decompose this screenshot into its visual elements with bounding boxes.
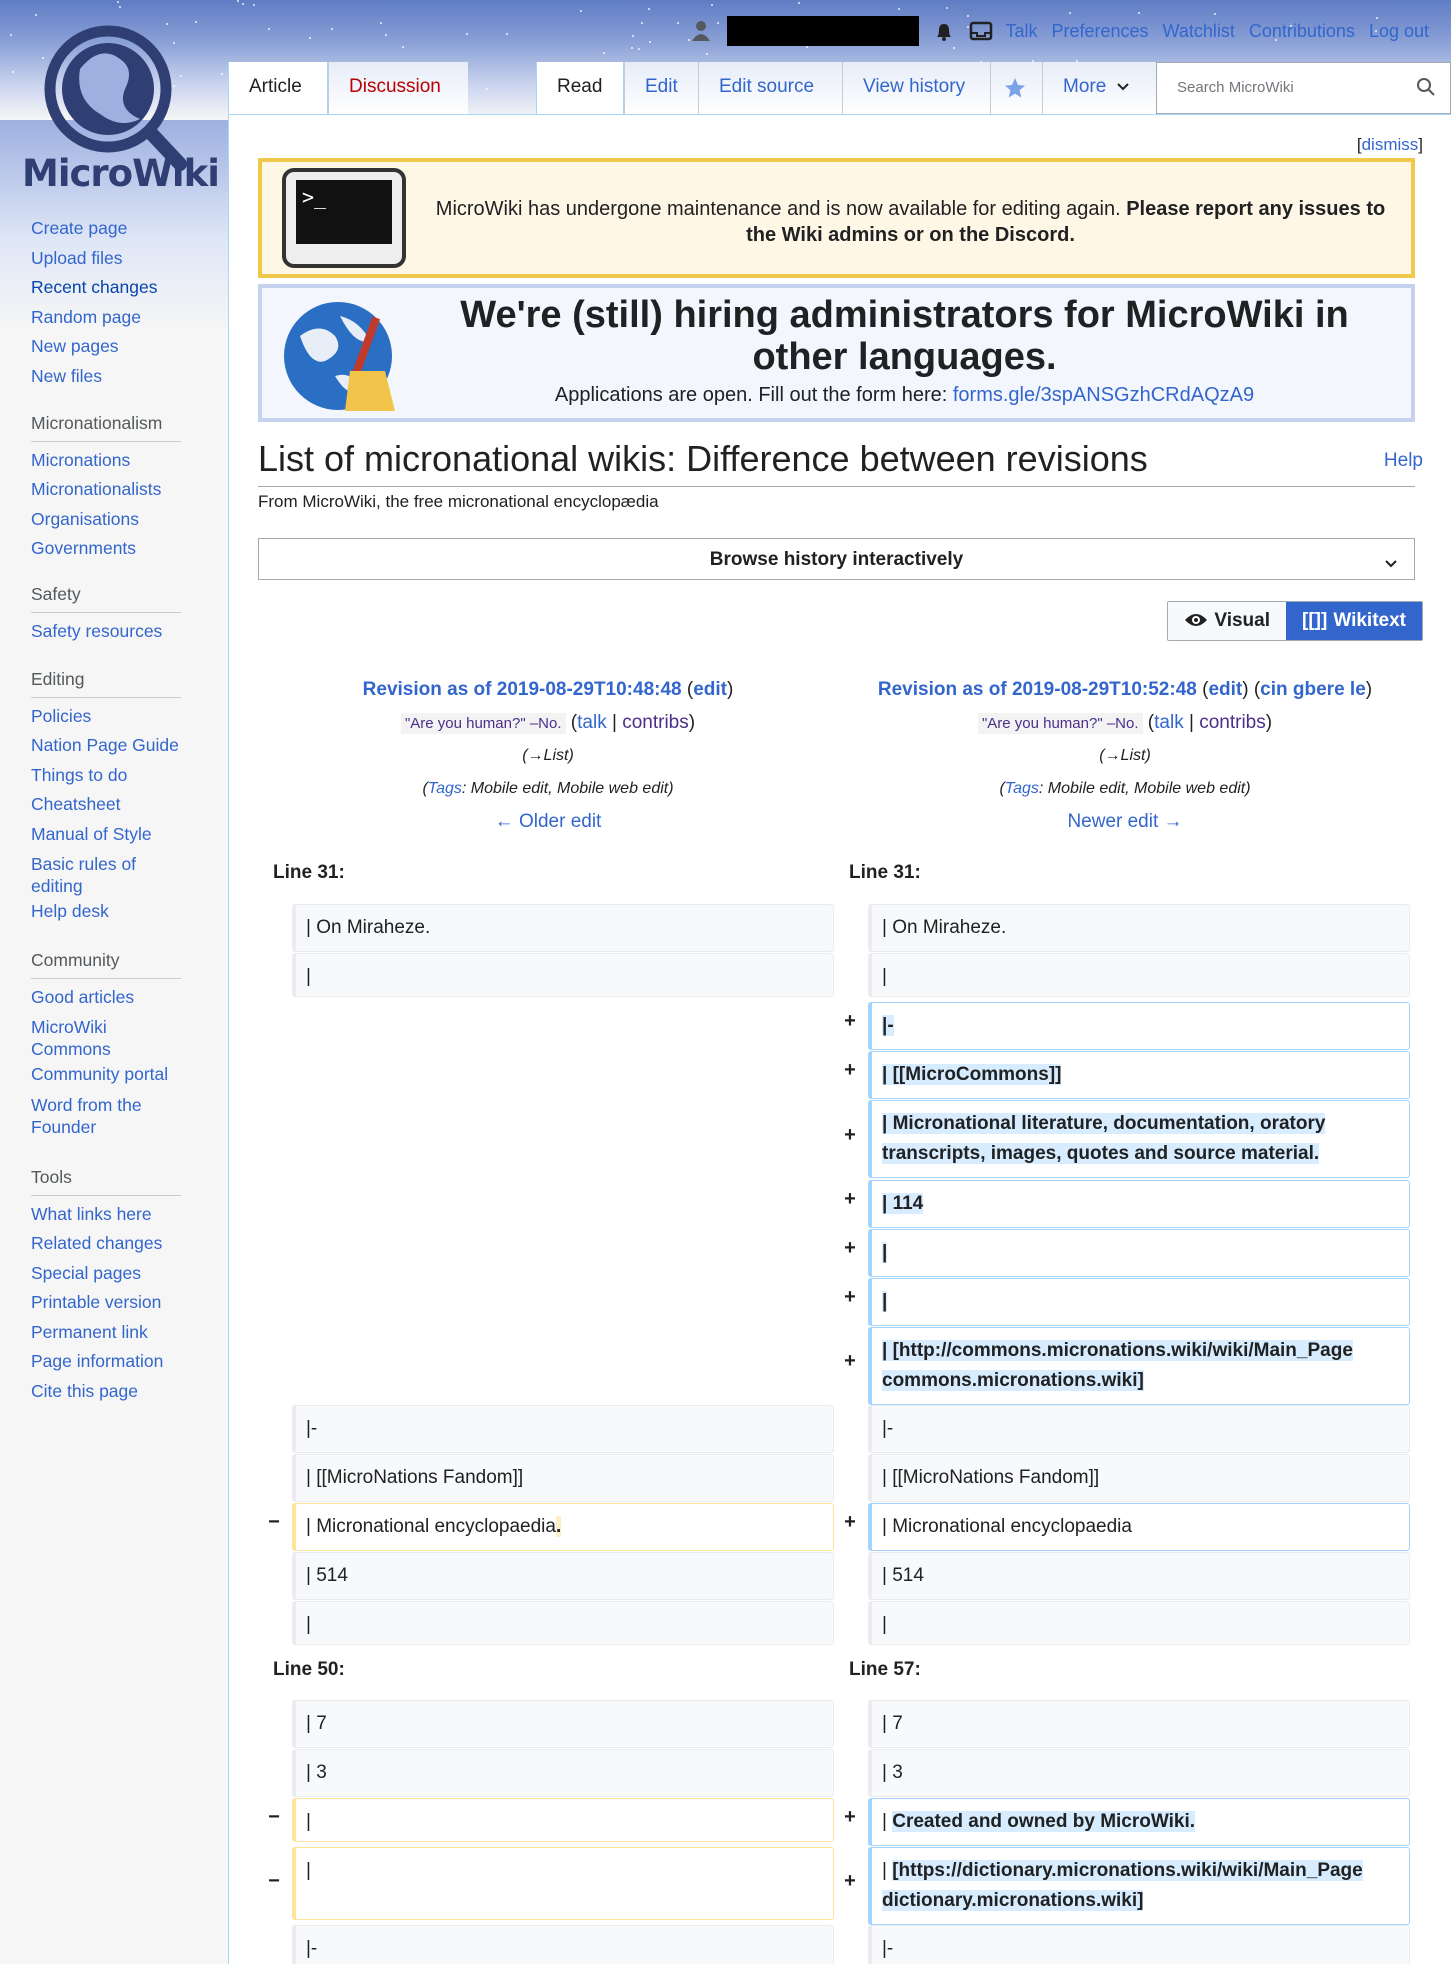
- diff-context-right: |: [868, 953, 1410, 997]
- diff-deleted-line: [292, 1503, 834, 1551]
- chevron-down-icon: [1384, 553, 1398, 575]
- diff-added-line: [868, 1051, 1410, 1099]
- sidebar-item-microwiki-commons[interactable]: MicroWiki: [31, 1017, 107, 1037]
- sidebar-item-new-pages[interactable]: New pages: [31, 336, 119, 356]
- star-dot: [1069, 12, 1071, 14]
- hiring-text: Applications are open. Fill out the form here:: [554, 384, 948, 406]
- old-revision-link[interactable]: Revision as of 2019-08-29T10:48:48: [362, 679, 682, 700]
- star-dot: [641, 22, 643, 24]
- search-icon[interactable]: [1416, 77, 1436, 101]
- star-dot: [253, 4, 255, 6]
- new-revision-tags: Mobile edit, Mobile web edit: [1047, 780, 1246, 797]
- hiring-form-link[interactable]: forms.gle/3spANSGzhCRdAQzA9: [952, 384, 1255, 406]
- sidebar-item-related-changes[interactable]: Related changes: [31, 1233, 163, 1253]
- diff-plus-marker: +: [844, 1188, 856, 1210]
- visual-toggle-button[interactable]: [1168, 602, 1286, 640]
- sidebar-item-random-page[interactable]: Random page: [31, 306, 141, 327]
- star-dot: [648, 8, 650, 10]
- star-dot: [117, 1, 119, 3]
- hiring-banner: [258, 284, 1415, 422]
- diff-added-text: | Micronational literature, documentation, oratory transcripts, images, quotes and source material.: [882, 1113, 1326, 1164]
- site-tagline: From MicroWiki, the free micronational encyclopædia: [258, 492, 659, 511]
- sidebar-item-governments[interactable]: Governments: [31, 538, 137, 558]
- maintenance-banner: [258, 158, 1415, 278]
- star-dot: [242, 3, 244, 5]
- sidebar-micronationalism: [31, 409, 181, 564]
- sidebar-item-micronations[interactable]: Micronations: [31, 449, 131, 470]
- star-dot: [688, 39, 690, 41]
- search-input[interactable]: [1156, 62, 1451, 114]
- diff-plus-marker: +: [844, 1286, 856, 1308]
- sidebar-item-help-desk[interactable]: Help desk: [31, 901, 109, 921]
- diff-added-line: [868, 1180, 1410, 1228]
- sidebar-tools: [31, 1163, 181, 1406]
- sidebar-safety: [31, 580, 181, 646]
- old-revision-tags-link[interactable]: Tags: [427, 780, 462, 797]
- tab-discussion[interactable]: [328, 62, 468, 114]
- sidebar-item-special-pages[interactable]: Special pages: [31, 1262, 141, 1283]
- maintenance-message: [430, 196, 1391, 248]
- new-revision-link[interactable]: Revision as of 2019-08-29T10:52:48: [877, 679, 1197, 700]
- old-revision-talk-link[interactable]: talk: [577, 712, 607, 733]
- diff-context-left: |: [292, 953, 834, 997]
- diff-context-right: | 7: [868, 1700, 1410, 1748]
- personal-tools: [691, 16, 1429, 46]
- star-dot: [12, 71, 14, 73]
- diff-plus-marker: +: [844, 1870, 856, 1892]
- new-revision-talk-link[interactable]: talk: [1154, 712, 1184, 733]
- diff-context-right: |-: [868, 1405, 1410, 1453]
- star-dot: [486, 88, 488, 90]
- new-revision-contribs-link[interactable]: contribs: [1199, 712, 1266, 733]
- diff-added-line: [868, 1798, 1410, 1846]
- sidebar-item-what-links-here[interactable]: What links here: [31, 1203, 152, 1224]
- star-dot: [638, 48, 640, 50]
- new-revision-header: Revision as of 2019-08-29T10:52:48 (edit) (cin gbere le) "Are you human?" –No. (talk | contribs) (→List) (Tags: Mobile edit, Mobile web edit) Newer edit →: [845, 673, 1405, 838]
- sidebar-item-policies[interactable]: Policies: [31, 705, 92, 726]
- star-dot: [385, 34, 387, 36]
- old-revision-tags: Mobile edit, Mobile web edit: [470, 780, 669, 797]
- dismiss-notice: [dismiss]: [1356, 135, 1423, 154]
- star-dot: [119, 6, 121, 8]
- star-dot: [331, 28, 333, 30]
- sidebar-item-organisations[interactable]: Organisations: [31, 508, 139, 529]
- terminal-icon: [280, 166, 408, 275]
- diff-line-number-left: Line 50:: [273, 1659, 345, 1680]
- help-link[interactable]: Help: [1383, 450, 1423, 471]
- tab-edit-source[interactable]: [698, 62, 842, 114]
- bell-icon[interactable]: [933, 20, 955, 42]
- sidebar-item-cheatsheet[interactable]: Cheatsheet: [31, 794, 121, 814]
- diff-plus-marker: +: [844, 1059, 856, 1081]
- diff-plus-marker: +: [844, 1806, 856, 1828]
- diff-context-left: | 7: [292, 1700, 834, 1748]
- diff-plus-marker: +: [844, 1010, 856, 1032]
- star-dot: [580, 10, 582, 12]
- diff-added-text: | [[MicroCommons]]: [882, 1064, 1062, 1085]
- diff-context-left: | [[MicroNations Fandom]]: [292, 1454, 834, 1502]
- dismiss-link[interactable]: dismiss: [1361, 135, 1419, 154]
- sidebar-item-upload-files[interactable]: Upload files: [31, 247, 123, 268]
- old-revision-user[interactable]: "Are you human?" –No.: [401, 713, 566, 734]
- diff-added-text: |: [882, 1242, 888, 1263]
- diff-context-right: | 514: [868, 1552, 1410, 1600]
- new-revision-user[interactable]: "Are you human?" –No.: [978, 713, 1143, 734]
- diff-deleted-line: |: [292, 1798, 834, 1842]
- star-dot: [221, 73, 223, 75]
- sidebar-item-microwiki-commons-cont[interactable]: Commons: [31, 1039, 111, 1059]
- sidebar-item-printable-version[interactable]: Printable version: [31, 1292, 162, 1312]
- diff-context-right: |: [868, 1601, 1410, 1645]
- maintenance-text: MicroWiki has undergone maintenance and is now available for editing again.: [435, 198, 1121, 220]
- diff-context-right: | 3: [868, 1749, 1410, 1797]
- user-icon: [691, 20, 713, 42]
- newer-edit-link[interactable]: Newer edit →: [1067, 811, 1183, 832]
- diff-plus-marker: +: [844, 1237, 856, 1259]
- sidebar-item-permanent-link[interactable]: Permanent link: [31, 1321, 148, 1342]
- diff-pipe: |: [882, 1860, 887, 1881]
- diff-context-left: | 3: [292, 1749, 834, 1797]
- diff-added-text: |: [882, 1291, 888, 1312]
- star-dot: [677, 22, 679, 24]
- diff-added-line: [868, 1278, 1410, 1326]
- diff-line-number-left: Line 31:: [273, 862, 345, 883]
- diff-context-right: | [[MicroNations Fandom]]: [868, 1454, 1410, 1502]
- maintenance-bold-text: Please report any issues to the Wiki admins or on the Discord.: [746, 198, 1386, 246]
- star-dot: [632, 35, 634, 37]
- sidebar-item-page-information[interactable]: Page information: [31, 1351, 164, 1371]
- sidebar-heading-tools: Tools: [31, 1163, 181, 1196]
- star-dot: [268, 28, 270, 30]
- diff-deleted-text: | Micronational encyclopaedia: [306, 1516, 556, 1537]
- diff-added-line: [868, 1002, 1410, 1050]
- sidebar-item-nation-page-guide[interactable]: Nation Page Guide: [31, 735, 179, 755]
- star-dot: [10, 34, 12, 36]
- diff-context-right: |-: [868, 1925, 1410, 1964]
- browse-history-label: Browse history interactively: [709, 549, 964, 570]
- diff-pipe: |: [882, 1811, 887, 1832]
- tab-read[interactable]: [536, 62, 624, 114]
- tab-view-history-label: View history: [863, 76, 966, 97]
- star-dot: [798, 2, 800, 4]
- star-dot: [380, 22, 382, 24]
- star-dot: [1214, 13, 1216, 15]
- diff-context-left: |-: [292, 1405, 834, 1453]
- talk-link[interactable]: Talk: [1005, 20, 1038, 41]
- sidebar-item-micronationalists[interactable]: Micronationalists: [31, 479, 162, 499]
- tab-more-label: More: [1063, 76, 1107, 97]
- star-dot: [898, 8, 900, 10]
- star-dot: [402, 46, 404, 48]
- sidebar-heading-safety: Safety: [31, 580, 181, 613]
- new-revision-undo-link[interactable]: cin gbere le: [1260, 679, 1366, 700]
- sidebar-heading-community: Community: [31, 946, 181, 979]
- diff-added-text: [https://dictionary.micronations.wiki/wiki/Main_Page dictionary.micronations.wiki]: [882, 1860, 1363, 1911]
- diff-view-toggle: [1167, 601, 1423, 641]
- site-logo-text[interactable]: MicroWiki: [22, 152, 219, 195]
- sidebar-heading-micronationalism: Micronationalism: [31, 409, 181, 442]
- watchlist-link[interactable]: Watchlist: [1162, 20, 1235, 41]
- older-edit-link[interactable]: ← Older edit: [494, 811, 602, 832]
- globe-broom-icon: [280, 296, 404, 421]
- diff-deleted-line: |: [292, 1847, 834, 1920]
- hiring-title: We're (still) hiring administrators for MicroWiki in other languages.: [460, 294, 1349, 378]
- tab-discussion-label: Discussion: [349, 76, 441, 97]
- old-revision-edit-link[interactable]: edit: [693, 679, 727, 700]
- star-dot: [309, 37, 311, 39]
- diff-added-line: [868, 1847, 1410, 1925]
- old-revision-contribs-link[interactable]: contribs: [622, 712, 689, 733]
- star-dot: [706, 53, 708, 55]
- logout-link[interactable]: Log out: [1368, 20, 1429, 41]
- sidebar-item-community-portal[interactable]: Community portal: [31, 1064, 169, 1084]
- wikitext-toggle-button[interactable]: [1286, 602, 1422, 640]
- page-title: List of micronational wikis: Difference between revisions: [258, 438, 1415, 487]
- diff-line-number-right: Line 31:: [849, 862, 921, 883]
- diff-plus-marker: +: [844, 1124, 856, 1146]
- star-dot: [649, 41, 651, 43]
- diff-added-text: | [http://commons.micronations.wiki/wiki/Main_Page commons.micronations.wiki]: [882, 1340, 1353, 1391]
- star-dot: [711, 4, 713, 6]
- new-revision-edit-link[interactable]: edit: [1208, 679, 1243, 700]
- diff-context-right: | On Miraheze.: [868, 904, 1410, 952]
- sidebar-item-word-from-founder[interactable]: Word from the: [31, 1094, 142, 1115]
- preferences-link[interactable]: Preferences: [1051, 20, 1149, 41]
- sidebar-item-recent-changes[interactable]: Recent changes: [31, 277, 158, 297]
- eye-icon: [1184, 611, 1208, 635]
- diff-added-line: [868, 1100, 1410, 1178]
- star-dot: [237, 0, 239, 2]
- sidebar-community: [31, 946, 181, 1138]
- sidebar-item-word-from-founder-cont[interactable]: Founder: [31, 1116, 97, 1137]
- sidebar-heading-editing: Editing: [31, 665, 181, 698]
- diff-added-line: [868, 1229, 1410, 1277]
- new-revision-summary: (→List): [1099, 747, 1151, 764]
- tab-edit-source-label: Edit source: [719, 76, 815, 97]
- watch-star-icon[interactable]: [990, 62, 1042, 114]
- search-placeholder: Search MicroWiki: [1177, 79, 1294, 96]
- sidebar-item-basic-rules[interactable]: Basic rules of: [31, 854, 137, 874]
- star-dot: [806, 46, 808, 48]
- sidebar-main: [31, 214, 157, 391]
- old-revision-summary: (→List): [522, 747, 574, 764]
- hiring-message: [412, 384, 1397, 407]
- tab-edit[interactable]: [624, 62, 698, 114]
- star-dot: [603, 52, 605, 54]
- diff-added-line: | Micronational encyclopaedia: [868, 1503, 1410, 1551]
- sidebar-item-create-page[interactable]: Create page: [31, 218, 128, 238]
- star-dot: [946, 7, 948, 9]
- wikitext-label: Wikitext: [1333, 610, 1406, 631]
- diff-context-left: |: [292, 1601, 834, 1645]
- star-dot: [953, 47, 955, 49]
- tab-view-history[interactable]: [842, 62, 990, 114]
- wikitext-brackets-icon: [[]]: [1302, 610, 1328, 631]
- tab-edit-label: Edit: [645, 76, 678, 97]
- browse-history-button[interactable]: [258, 538, 1415, 580]
- diff-plus-marker: +: [844, 1350, 856, 1372]
- sidebar-item-safety-resources[interactable]: Safety resources: [31, 620, 163, 641]
- tray-icon[interactable]: [969, 20, 991, 42]
- diff-context-left: | 514: [292, 1552, 834, 1600]
- diff-deleted-highlight: .: [555, 1516, 562, 1537]
- diff-added-text: |-: [882, 1015, 894, 1036]
- sidebar-item-new-files[interactable]: New files: [31, 365, 102, 386]
- tab-article-label: Article: [249, 76, 302, 97]
- diff-context-left: | On Miraheze.: [292, 904, 834, 952]
- diff-plus-marker: +: [844, 1511, 856, 1533]
- old-revision-header: Revision as of 2019-08-29T10:48:48 (edit) "Are you human?" –No. (talk | contribs) (→List) (Tags: Mobile edit, Mobile web edit) ← Older edit: [268, 673, 828, 838]
- diff-context-left: |-: [292, 1925, 834, 1964]
- sidebar-item-good-articles[interactable]: Good articles: [31, 986, 135, 1007]
- sidebar-item-manual-of-style[interactable]: Manual of Style: [31, 823, 152, 844]
- visual-label: Visual: [1214, 610, 1270, 631]
- diff-minus-marker: −: [268, 1511, 280, 1533]
- new-revision-tags-link[interactable]: Tags: [1004, 780, 1039, 797]
- diff-added-text: | 114: [882, 1193, 924, 1214]
- star-dot: [466, 33, 468, 35]
- chevron-down-icon: [1116, 76, 1130, 98]
- redacted-username: [727, 16, 919, 46]
- sidebar-item-basic-rules-cont[interactable]: editing: [31, 876, 83, 896]
- diff-line-number-right: Line 57:: [849, 1659, 921, 1680]
- tab-article[interactable]: [228, 62, 328, 114]
- svg-text:>_: >_: [302, 185, 327, 209]
- star-dot: [506, 33, 508, 35]
- diff-added-line: [868, 1327, 1410, 1405]
- star-dot: [1138, 12, 1140, 14]
- sidebar-item-cite-this-page[interactable]: Cite this page: [31, 1380, 139, 1401]
- diff-added-text: Created and owned by MicroWiki.: [892, 1811, 1196, 1832]
- diff-minus-marker: −: [268, 1870, 280, 1892]
- tab-read-label: Read: [557, 76, 603, 97]
- contributions-link[interactable]: Contributions: [1248, 20, 1355, 41]
- tab-more[interactable]: [1042, 62, 1156, 114]
- star-dot: [631, 47, 633, 49]
- diff-minus-marker: −: [268, 1806, 280, 1828]
- sidebar-item-things-to-do[interactable]: Things to do: [31, 764, 128, 785]
- sidebar-editing: [31, 665, 181, 927]
